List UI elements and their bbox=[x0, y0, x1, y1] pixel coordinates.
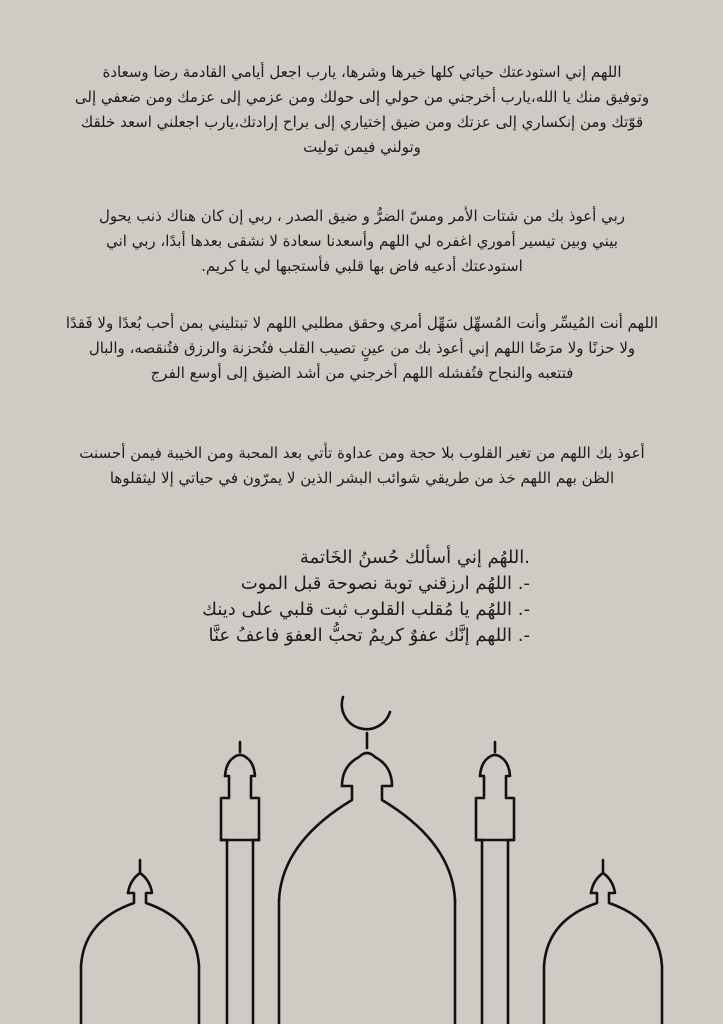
paragraph-line: اللهم أنت المُيسِّر وأنت المُسهِّل سَهِّل أمري وحقق مطلبي اللهم لا تبتليني بمن أحب بُعدًا ولا فَقدًا bbox=[65, 314, 659, 332]
paragraph-line: وتوفيق منك يا الله،يارب أخرجني من حولي إلى حولك ومن عزمي إلى عزمك ومن ضعفي إلى bbox=[74, 88, 650, 106]
crescent-moon-icon bbox=[342, 697, 390, 729]
mosque-outline-with-crescent-icon bbox=[0, 680, 723, 1024]
dua-paragraph-4 bbox=[46, 441, 678, 491]
left-minaret-icon bbox=[221, 742, 259, 1024]
left-small-dome-icon bbox=[81, 860, 199, 1024]
dua-paragraph-1 bbox=[46, 60, 678, 160]
closing-line: -. اللهُم ارزقني توبة نصوحة قبل الموت bbox=[240, 573, 530, 594]
right-small-dome-icon bbox=[544, 860, 662, 1024]
paragraph-line: ولا حزنًا ولا مرَضًا اللهم إني أعوذ بك من عينٍ تصيب القلب فتُحزنة والرزق فتُنقصه، والبال bbox=[88, 339, 636, 357]
paragraph-line: استودعتك أدعيه فاض بها قلبي فأستجبها لي يا كريم. bbox=[201, 257, 523, 275]
paragraph-line: بيني وبين تيسير أموري اغفره لي اللهم وأسعدنا سعادة لا نشقى بعدها أبدًا، ربي اني bbox=[106, 232, 618, 250]
dua-paragraph-3 bbox=[46, 311, 678, 386]
closing-line: -. اللهم إنَّك عفوٌ كريمٌ تحبُّ العفوَ فاعفُ عنَّا bbox=[208, 625, 530, 646]
paragraph-line: قوّتك ومن إنكساري إلى عزتك ومن ضيق إختياري إلى براح إرادتك،يارب اجعلني اسعد خلقك bbox=[80, 113, 644, 131]
paragraph-line: اللهم إني استودعتك حياتي كلها خيرها وشرها، يارب اجعل أيامي القادمة رضا وسعادة bbox=[102, 63, 622, 81]
central-dome-icon bbox=[279, 733, 455, 1024]
paragraph-line: ربي أعوذ بك من شتات الأمر ومسّ الضرُّ و ضيق الصدر ، ربي إن كان هناك ذنب يحول bbox=[98, 207, 626, 225]
paragraph-line: الظن بهم اللهم خذ من طريقي شوائب البشر الذين لا يمرّون في حياتي إلا ليثقلوها bbox=[109, 469, 615, 487]
closing-duas bbox=[200, 545, 530, 649]
closing-line: .اللهُم إني أسألك حُسنُ الخَاتمة bbox=[299, 547, 530, 568]
paragraph-line: وتولني فيمن توليت bbox=[303, 138, 421, 156]
paragraph-line: فتتعبه والنجاح فتُفشله اللهم أخرجني من أشد الضيق إلى أوسع الفرج bbox=[150, 364, 574, 382]
paragraph-line: أعوذ بك اللهم من تغير القلوب بلا حجة ومن عداوة تأتي بعد المحبة ومن الخيبة فيمن أحسنت bbox=[79, 444, 645, 462]
right-minaret-icon bbox=[476, 742, 514, 1024]
closing-line: -. اللهُم يا مُقلب القلوب ثبت قلبي على دينك bbox=[202, 599, 530, 620]
dua-paragraph-2 bbox=[60, 204, 664, 279]
